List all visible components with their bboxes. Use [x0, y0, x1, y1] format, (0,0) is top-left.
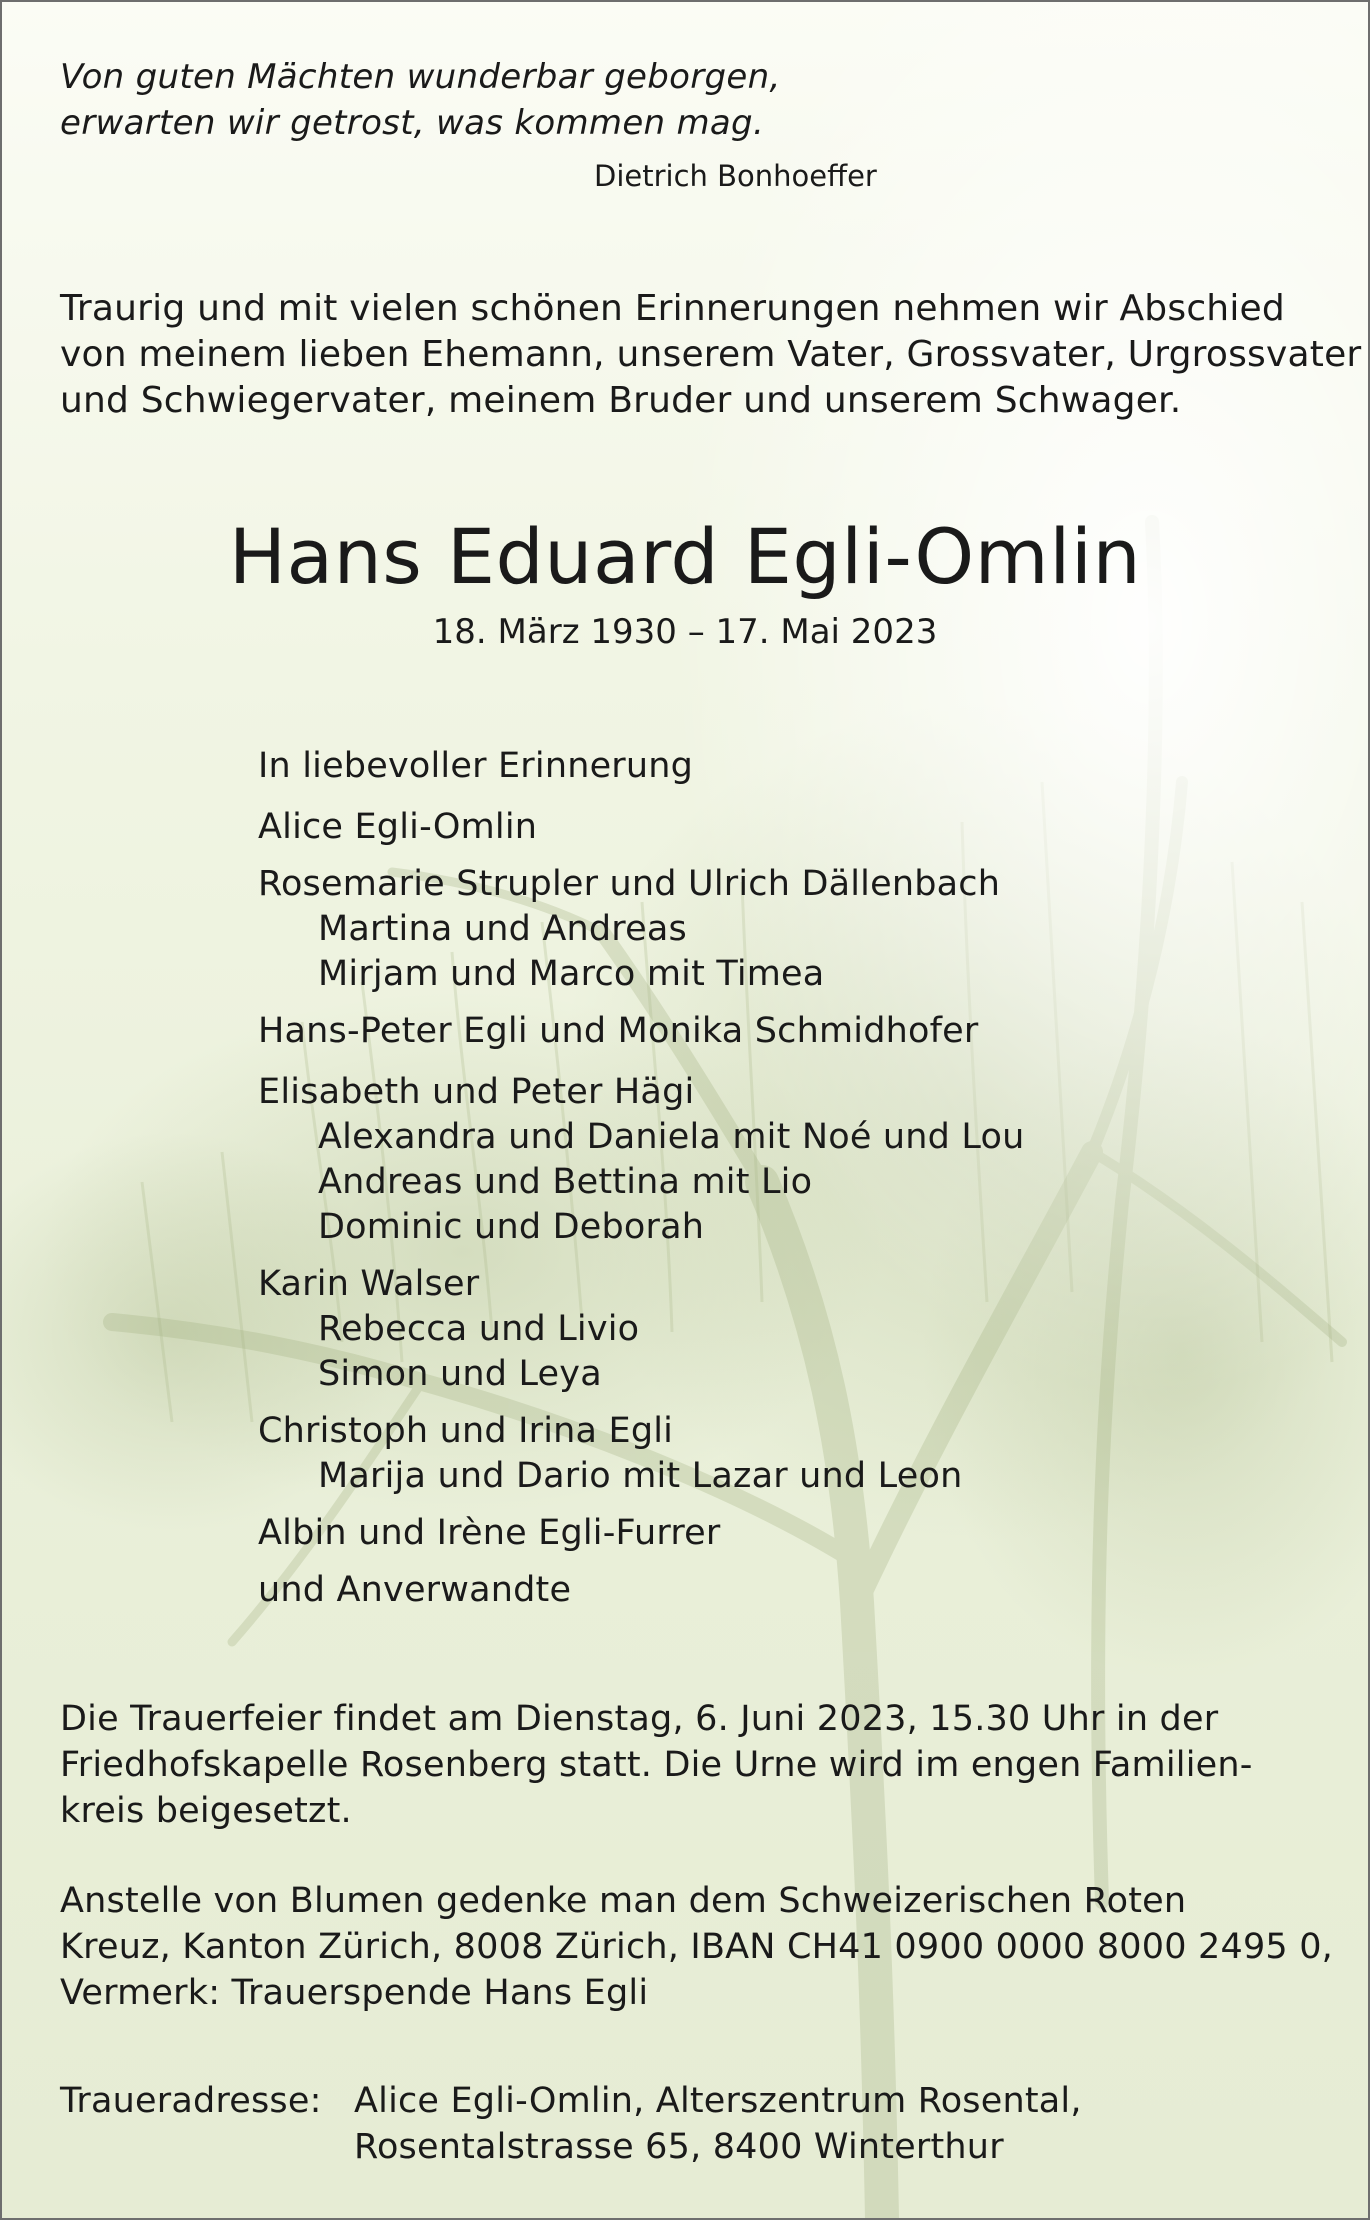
mourner-family-head: Christoph und Irina Egli	[258, 1411, 674, 1451]
life-dates: 18. März 1930 – 17. Mai 2023	[432, 612, 938, 652]
donation-line: Anstelle von Blumen gedenke man dem Schweizerischen Roten	[60, 1881, 1187, 1921]
funeral-line: Friedhofskapelle Rosenberg statt. Die Urne wird im engen Familien-	[60, 1745, 1253, 1785]
address-label: Traueradresse:	[60, 2081, 322, 2121]
intro-text	[60, 286, 1362, 424]
mourner-child: Alexandra und Daniela mit Noé und Lou	[318, 1117, 1025, 1157]
intro-line: und Schwiegervater, meinem Bruder und unserem Schwager.	[60, 380, 1182, 421]
funeral-line: Die Trauerfeier findet am Dienstag, 6. Juni 2023, 15.30 Uhr in der	[60, 1699, 1219, 1739]
funeral-info	[60, 1696, 1350, 1834]
address-line: Alice Egli-Omlin, Alterszentrum Rosental,	[354, 2081, 1082, 2121]
quote-line: Von guten Mächten wunderbar geborgen,	[60, 57, 781, 97]
mourner-family-head: Karin Walser	[258, 1264, 480, 1304]
deceased-name: Hans Eduard Egli-Omlin	[228, 512, 1142, 601]
intro-line: Traurig und mit vielen schönen Erinnerungen nehmen wir Abschied	[60, 288, 1285, 329]
mourners-list	[258, 744, 1308, 1613]
mourner-family-head: Hans-Peter Egli und Monika Schmidhofer	[258, 1011, 979, 1051]
funeral-line: kreis beigesetzt.	[60, 1791, 352, 1831]
mourner-child: Dominic und Deborah	[318, 1207, 705, 1247]
intro-line: von meinem lieben Ehemann, unserem Vater, Grossvater, Urgrossvater	[60, 334, 1362, 375]
mourner-spouse: Alice Egli-Omlin	[258, 807, 538, 847]
mourners-heading: In liebevoller Erinnerung	[258, 746, 694, 786]
quote-line: erwarten wir getrost, was kommen mag.	[60, 103, 765, 143]
mourner-family-head: Rosemarie Strupler und Ulrich Dällenbach	[258, 864, 1001, 904]
donation-info	[60, 1878, 1350, 2016]
donation-line: Vermerk: Trauerspende Hans Egli	[60, 1973, 649, 2013]
mourner-child: Marija und Dario mit Lazar und Leon	[318, 1456, 963, 1496]
mourner-child: Andreas und Bettina mit Lio	[318, 1162, 813, 1202]
donation-line: Kreuz, Kanton Zürich, 8008 Zürich, IBAN CH41 0900 0000 8000 2495 0,	[60, 1927, 1334, 1967]
address-lines	[354, 2078, 1082, 2170]
mourner-child: Martina und Andreas	[318, 909, 687, 949]
mourners-closing: und Anverwandte	[258, 1570, 572, 1610]
mourner-child: Mirjam und Marco mit Timea	[318, 954, 825, 994]
address-line: Rosentalstrasse 65, 8400 Winterthur	[354, 2127, 1004, 2167]
bible-quote	[60, 54, 781, 146]
mourner-family-head: Elisabeth und Peter Hägi	[258, 1072, 695, 1112]
mourner-family-head: Albin und Irène Egli-Furrer	[258, 1513, 721, 1553]
mourner-child: Rebecca und Livio	[318, 1309, 640, 1349]
mourner-child: Simon und Leya	[318, 1354, 602, 1394]
quote-author: Dietrich Bonhoeffer	[594, 159, 877, 193]
